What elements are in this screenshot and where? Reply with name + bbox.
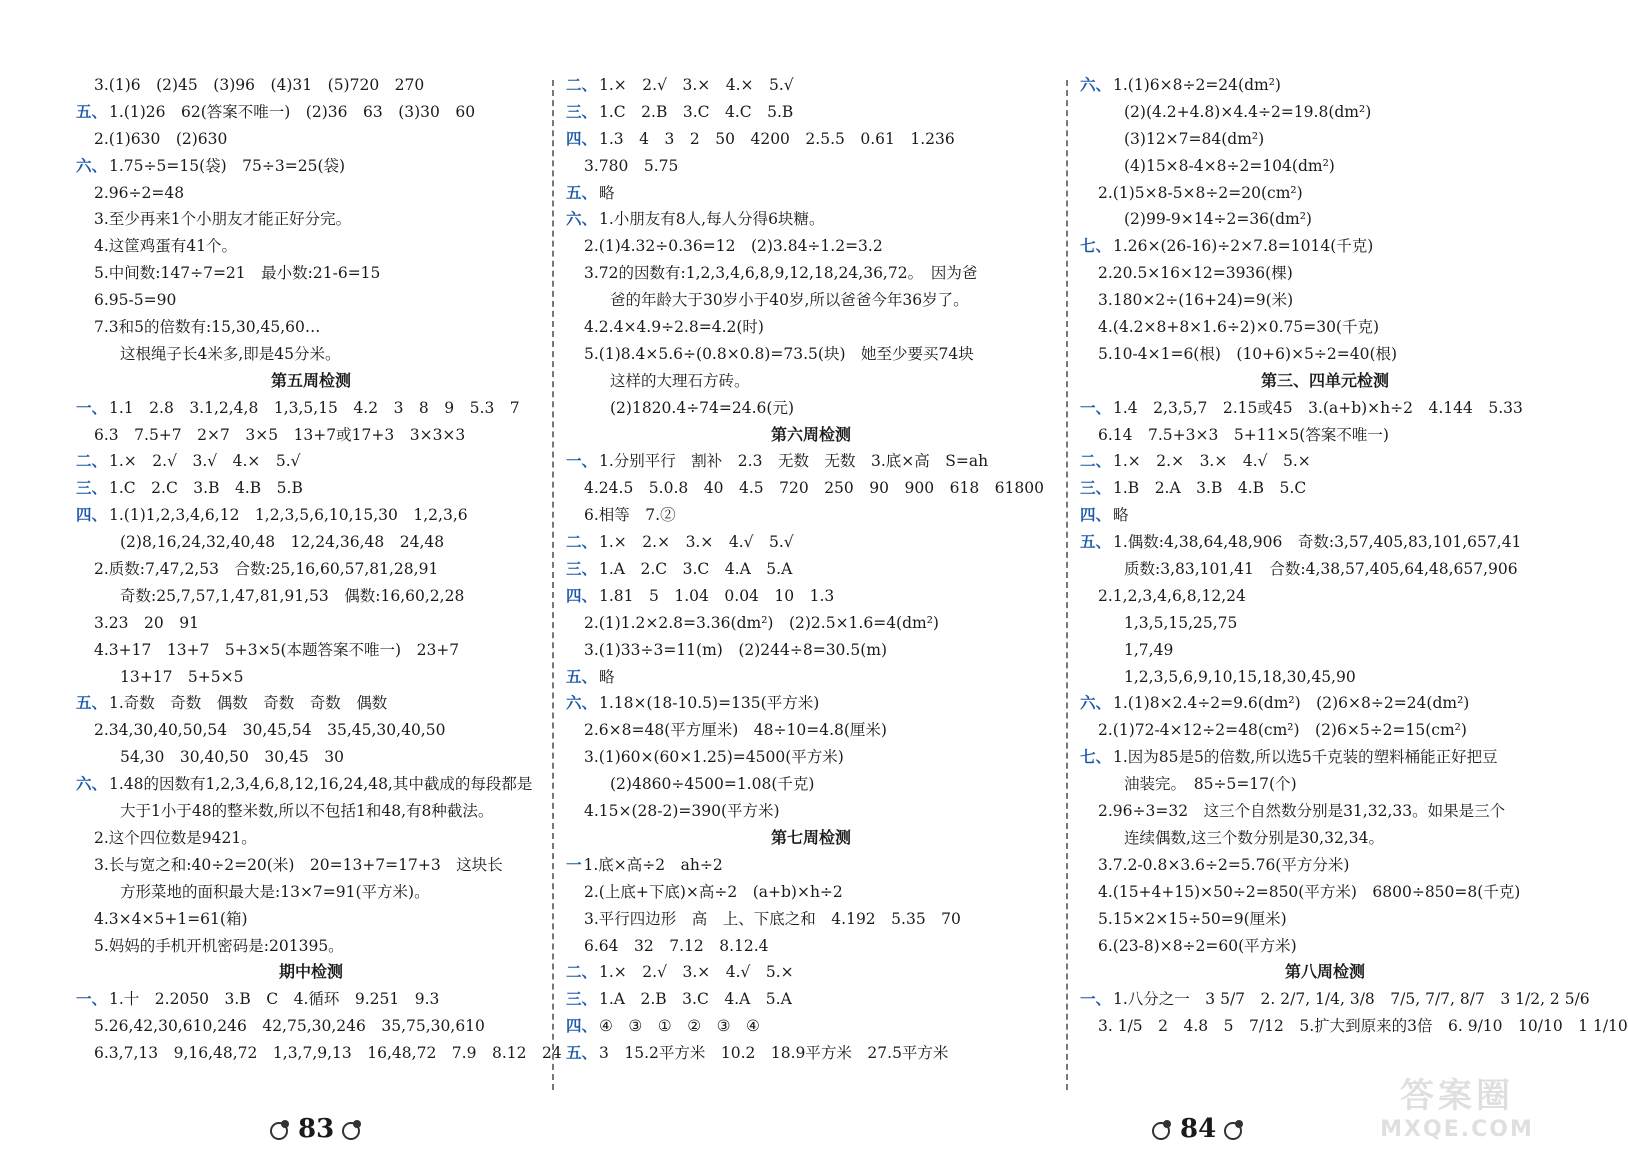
- section-label: 二、: [566, 962, 598, 982]
- answer-line: [566, 314, 1056, 341]
- answer-line: [566, 233, 1056, 260]
- answer-line: [566, 180, 1056, 207]
- section-heading: 第八周检测: [1284, 962, 1365, 982]
- answer-line: [566, 583, 1056, 610]
- section-label: 五、: [76, 693, 108, 713]
- answer-line: [566, 1040, 1056, 1067]
- answer-line: [566, 448, 1056, 475]
- answer-line: [566, 906, 1056, 933]
- answer-text: 2.1,2,3,4,6,8,12,24: [1098, 586, 1246, 605]
- answer-text: 2.96÷2=48: [94, 183, 185, 202]
- answer-text: 4.15×(28-2)=390(平方米): [584, 802, 780, 821]
- answer-text: 6.14 7.5+3×3 5+11×5(答案不唯一): [1098, 425, 1389, 444]
- answer-text: 4.24.5 5.0.8 40 4.5 720 250 90 900 618 61800: [584, 479, 1044, 498]
- section-label: 六、: [1080, 693, 1112, 713]
- answer-line: [76, 72, 546, 99]
- answer-line: [1080, 933, 1570, 960]
- answer-line: [566, 664, 1056, 691]
- answer-line: [1080, 529, 1570, 556]
- answer-text: 方形菜地的面积最大是:13×7=91(平方米)。: [120, 882, 430, 901]
- answer-line: [76, 153, 546, 180]
- watermark-en: MXQE.COM: [1380, 1117, 1534, 1142]
- answer-text: 2.6×8=48(平方厘米) 48÷10=4.8(厘米): [584, 721, 887, 740]
- section-label: 一: [566, 854, 582, 874]
- answer-text: 4.(15+4+15)×50÷2=850(平方米) 6800÷850=8(千克): [1098, 882, 1521, 901]
- section-label: 二、: [1080, 451, 1112, 471]
- answer-line: [76, 502, 546, 529]
- answer-line: [566, 959, 1056, 986]
- answer-line: [1080, 99, 1570, 126]
- answer-line: [566, 1013, 1056, 1040]
- page-number-text: 83: [298, 1114, 335, 1144]
- answer-text: 6.95-5=90: [94, 291, 177, 310]
- section-label: 六、: [76, 774, 108, 794]
- answer-line: [566, 341, 1056, 368]
- answer-line: [1080, 314, 1570, 341]
- answer-line: [1080, 1013, 1628, 1040]
- answer-text: 1.(1)6×8÷2=24(dm²): [1113, 76, 1281, 94]
- answer-text: 54,30 30,40,50 30,45 30: [120, 748, 344, 767]
- watermark-logo: [1342, 1062, 1572, 1142]
- answer-line: [76, 798, 546, 825]
- section-label: 一、: [1080, 397, 1112, 417]
- answer-text: 6.(23-8)×8÷2=60(平方米): [1098, 936, 1297, 955]
- answer-line: [76, 206, 546, 233]
- answer-text: 4.3×4×5+1=61(箱): [94, 909, 248, 928]
- answer-text: 1.× 2.√ 3.× 4.√ 5.×: [599, 963, 794, 982]
- answer-line: [76, 422, 546, 449]
- answer-text: 6.相等 7.②: [584, 506, 676, 525]
- answer-line: [76, 1013, 546, 1040]
- answer-line: [1080, 906, 1570, 933]
- answer-text: 2.(1)72-4×12÷2=48(cm²) (2)6×5÷2=15(cm²): [1098, 721, 1467, 740]
- answer-line: [566, 126, 1056, 153]
- answer-line: [76, 99, 546, 126]
- answer-line: [76, 287, 546, 314]
- section-label: 六、: [566, 209, 598, 229]
- answer-line: [566, 529, 1056, 556]
- answer-text: 1.(1)26 62(答案不唯一) (2)36 63 (3)30 60: [109, 102, 476, 121]
- answer-line: [1080, 153, 1570, 180]
- answer-text: 1.奇数 奇数 偶数 奇数 奇数 偶数: [109, 694, 388, 713]
- answer-text: 1.4 2,3,5,7 2.15或45 3.(a+b)×h÷2 4.144 5.33: [1113, 398, 1523, 417]
- answer-line: [1080, 395, 1570, 422]
- answer-line: [566, 368, 1056, 395]
- answer-text: 4.2.4×4.9÷2.8=4.2(时): [584, 318, 764, 337]
- page-number-right: [1150, 1114, 1246, 1144]
- answer-text: 2.(1)5×8-5×8÷2=20(cm²): [1098, 183, 1303, 202]
- section-label: 四、: [566, 1016, 598, 1036]
- answer-text: 2.20.5×16×12=3936(棵): [1098, 264, 1293, 283]
- answer-line: [76, 690, 546, 717]
- answer-text: 2.(1)630 (2)630: [94, 129, 228, 148]
- answer-text: 2.(1)4.32÷0.36=12 (2)3.84÷1.2=3.2: [584, 237, 883, 256]
- answer-line: [76, 395, 546, 422]
- answer-line: [566, 395, 1056, 422]
- answer-text: 1.1 2.8 3.1,2,4,8 1,3,5,15 4.2 3 8 9 5.3 7: [109, 398, 520, 417]
- answer-line: [1080, 771, 1570, 798]
- answer-text: 3.(1)6 (2)45 (3)96 (4)31 (5)720 270: [94, 76, 425, 94]
- answer-line: [76, 556, 546, 583]
- answer-text: 13+17 5+5×5: [120, 667, 244, 686]
- flower-ornament-icon: [268, 1120, 292, 1138]
- page-number-text: 84: [1180, 1114, 1217, 1144]
- answer-text: 3. 1/5 2 4.8 5 7/12 5.扩大到原来的3倍 6. 9/10 10/10 1 1/10: [1098, 1017, 1628, 1036]
- answer-line: [566, 744, 1056, 771]
- answer-line: [1080, 879, 1570, 906]
- answer-text: (3)12×7=84(dm²): [1124, 129, 1265, 148]
- answer-line: [566, 771, 1056, 798]
- answer-line: [76, 233, 546, 260]
- answer-line: [566, 475, 1056, 502]
- section-label: 一、: [566, 451, 598, 471]
- answer-line: [1080, 717, 1570, 744]
- answer-line: [76, 986, 546, 1013]
- answer-text: 1.底×高÷2 ah÷2: [583, 855, 723, 874]
- answer-text: 1.(1)8×2.4÷2=9.6(dm²) (2)6×8÷2=24(dm²): [1113, 694, 1470, 713]
- answer-line: [76, 879, 546, 906]
- answer-line: [76, 825, 546, 852]
- section-label: 五、: [566, 182, 598, 202]
- answer-text: 1.× 2.× 3.× 4.√ 5.√: [599, 533, 794, 552]
- answer-text: 3.(1)33÷3=11(m) (2)244÷8=30.5(m): [584, 640, 887, 659]
- answer-line: [76, 1040, 562, 1067]
- section-heading: 第六周检测: [770, 424, 851, 444]
- answer-line: [566, 610, 1056, 637]
- answer-column-2: [566, 72, 1056, 1067]
- answer-text: 略: [599, 183, 615, 202]
- answer-line: [76, 717, 546, 744]
- answer-line: [76, 260, 546, 287]
- answer-line: [1080, 744, 1570, 771]
- answer-line: [1080, 583, 1570, 610]
- answer-text: 连续偶数,这三个数分别是30,32,34。: [1124, 828, 1384, 847]
- answer-text: 3.(1)60×(60×1.25)=4500(平方米): [584, 748, 844, 767]
- answer-text: 4.这筐鸡蛋有41个。: [94, 237, 238, 256]
- answer-text: (2)8,16,24,32,40,48 12,24,36,48 24,48: [120, 533, 445, 552]
- watermark-cn: 答案圈: [1400, 1076, 1514, 1116]
- answer-text: ④ ③ ① ② ③ ④: [599, 1017, 760, 1036]
- answer-text: 1.B 2.A 3.B 4.B 5.C: [1113, 479, 1307, 498]
- answer-text: 3.780 5.75: [584, 156, 679, 175]
- section-label: 二、: [566, 532, 598, 552]
- answer-line: [76, 180, 546, 207]
- answer-line: [76, 314, 546, 341]
- answer-line: [76, 529, 546, 556]
- answer-line: [1080, 448, 1570, 475]
- answer-line: [566, 637, 1056, 664]
- answer-text: 5.妈妈的手机开机密码是:201395。: [94, 936, 344, 955]
- section-label: 四、: [566, 585, 598, 605]
- answer-line: [1080, 690, 1570, 717]
- answer-line: [1080, 422, 1570, 449]
- answer-line: [1080, 825, 1570, 852]
- answer-text: 7.3和5的倍数有:15,30,45,60…: [94, 318, 321, 337]
- answer-text: 2.(1)1.2×2.8=3.36(dm²) (2)2.5×1.6=4(dm²): [584, 613, 939, 632]
- answer-text: 1.48的因数有1,2,3,4,6,8,12,16,24,48,其中截成的每段都是: [109, 775, 533, 794]
- answer-line: [1080, 180, 1570, 207]
- answer-text: 1.3 4 3 2 50 4200 2.5.5 0.61 1.236: [599, 129, 955, 148]
- answer-text: 这根绳子长4米多,即是45分米。: [120, 344, 341, 363]
- section-heading: 期中检测: [278, 962, 343, 982]
- answer-text: 2.34,30,40,50,54 30,45,54 35,45,30,40,50: [94, 721, 446, 740]
- answer-text: 1.× 2.√ 3.× 4.× 5.√: [599, 76, 794, 94]
- answer-text: 4.3+17 13+7 5+3×5(本题答案不唯一) 23+7: [94, 640, 460, 659]
- answer-line: [76, 852, 546, 879]
- answer-text: 1.A 2.C 3.C 4.A 5.A: [599, 560, 793, 579]
- section-label: 六、: [566, 693, 598, 713]
- answer-line: [566, 556, 1056, 583]
- answer-text: 1.分别平行 割补 2.3 无数 无数 3.底×高 S=ah: [599, 452, 989, 471]
- answer-text: 1.× 2.× 3.× 4.√ 5.×: [1113, 452, 1311, 471]
- answer-line: [566, 852, 1056, 879]
- answer-text: 1.(1)1,2,3,4,6,12 1,2,3,5,6,10,15,30 1,2,3,6: [109, 506, 468, 525]
- section-label: 一、: [76, 989, 108, 1009]
- answer-text: 3.180×2÷(16+24)=9(米): [1098, 291, 1294, 310]
- answer-line: [1080, 556, 1570, 583]
- answer-line: [1080, 610, 1570, 637]
- answer-text: 3.平行四边形 高 上、下底之和 4.192 5.35 70: [584, 909, 961, 928]
- answer-text: 3.72的因数有:1,2,3,4,6,8,9,12,18,24,36,72。 因为爸: [584, 264, 978, 283]
- answer-line: [76, 637, 546, 664]
- answer-line: [76, 744, 546, 771]
- answer-text: 5.(1)8.4×5.6÷(0.8×0.8)=73.5(块) 她至少要买74块: [584, 344, 974, 363]
- answer-text: 1,3,5,15,25,75: [1124, 613, 1238, 632]
- section-label: 五、: [566, 1043, 598, 1063]
- answer-line: [76, 475, 546, 502]
- section-label: 一、: [76, 397, 108, 417]
- flower-ornament-icon: [1150, 1120, 1174, 1138]
- answer-text: 1.C 2.B 3.C 4.C 5.B: [599, 102, 794, 121]
- answer-text: 3.至少再来1个小朋友才能正好分完。: [94, 210, 352, 229]
- answer-line: [1080, 475, 1570, 502]
- answer-line: [1080, 798, 1570, 825]
- answer-text: 3.23 20 91: [94, 613, 199, 632]
- answer-line: [1080, 502, 1570, 529]
- answer-text: 略: [1113, 506, 1129, 525]
- answer-text: 这样的大理石方砖。: [610, 371, 750, 390]
- section-label: 四、: [1080, 505, 1112, 525]
- column-divider: [552, 80, 554, 1090]
- answer-text: 1.小朋友有8人,每人分得6块糖。: [599, 210, 825, 229]
- answer-line: [1080, 637, 1570, 664]
- answer-text: 2.这个四位数是9421。: [94, 828, 257, 847]
- section-label: 五、: [566, 666, 598, 686]
- section-heading: 第五周检测: [270, 370, 351, 390]
- section-label: 二、: [566, 75, 598, 94]
- answer-text: 爸的年龄大于30岁小于40岁,所以爸爸今年36岁了。: [610, 291, 969, 310]
- answer-line: [566, 153, 1056, 180]
- answer-text: (2)1820.4÷74=24.6(元): [610, 398, 794, 417]
- answer-text: 5.中间数:147÷7=21 最小数:21-6=15: [94, 264, 381, 283]
- answer-line: [76, 448, 546, 475]
- answer-line: [76, 341, 546, 368]
- answer-line: [1080, 233, 1570, 260]
- answer-line: [566, 690, 1056, 717]
- answer-line: [76, 771, 546, 798]
- answer-line: [566, 502, 1056, 529]
- answer-text: 1.75÷5=15(袋) 75÷3=25(袋): [109, 156, 346, 175]
- section-heading: 第三、四单元检测: [1260, 370, 1389, 390]
- answer-column-3: [1080, 72, 1628, 1040]
- section-label: 二、: [76, 451, 108, 471]
- answer-line: [566, 717, 1056, 744]
- section-heading: 第七周检测: [770, 827, 851, 847]
- answer-text: 4.(4.2×8+8×1.6÷2)×0.75=30(千克): [1098, 318, 1380, 337]
- section-label: 七、: [1080, 236, 1112, 256]
- answer-text: 2.96÷3=32 这三个自然数分别是31,32,33。如果是三个: [1098, 802, 1506, 821]
- answer-line: [566, 72, 1056, 99]
- answer-text: 质数:3,83,101,41 合数:4,38,57,405,64,48,657,906: [1124, 560, 1518, 579]
- answer-line: [1080, 664, 1570, 691]
- answer-line: [566, 879, 1056, 906]
- answer-line: [566, 287, 1056, 314]
- answer-line: [76, 933, 546, 960]
- flower-ornament-icon: [340, 1120, 364, 1138]
- answer-line: [1080, 126, 1570, 153]
- answer-text: 3.7.2-0.8×3.6÷2=5.76(平方分米): [1098, 855, 1350, 874]
- section-label: 五、: [1080, 532, 1112, 552]
- answer-text: 6.3,7,13 9,16,48,72 1,3,7,9,13 16,48,72 7.9 8.12 24: [94, 1044, 562, 1063]
- answer-line: [566, 986, 1056, 1013]
- answer-text: 1.偶数:4,38,64,48,906 奇数:3,57,405,83,101,657,41: [1113, 533, 1522, 552]
- answer-line: [1080, 206, 1570, 233]
- section-label: 七、: [1080, 747, 1112, 767]
- answer-text: 3.长与宽之和:40÷2=20(米) 20=13+7=17+3 这块长: [94, 855, 503, 874]
- answer-column-1: [76, 72, 562, 1067]
- answer-text: 1.八分之一 3 5/7 2. 2/7, 1/4, 3/8 7/5, 7/7, 8/7 3 1/2, 2 5/6: [1113, 990, 1590, 1009]
- answer-text: 3 15.2平方米 10.2 18.9平方米 27.5平方米: [599, 1044, 949, 1063]
- section-label: 三、: [76, 478, 108, 498]
- section-label: 六、: [76, 155, 108, 175]
- answer-line: [76, 610, 546, 637]
- section-label: 一、: [1080, 989, 1112, 1009]
- section-label: 三、: [566, 559, 598, 579]
- answer-text: 1,7,49: [1124, 640, 1174, 659]
- answer-text: 1,2,3,5,6,9,10,15,18,30,45,90: [1124, 667, 1356, 686]
- answer-line: [1080, 260, 1570, 287]
- answer-line: [76, 583, 546, 610]
- column-divider: [1066, 80, 1068, 1090]
- answer-text: 1.十 2.2050 3.B C 4.循环 9.251 9.3: [109, 990, 440, 1009]
- answer-text: 5.15×2×15÷50=9(厘米): [1098, 909, 1287, 928]
- answer-line: [76, 126, 546, 153]
- section-label: 五、: [76, 101, 108, 121]
- section-label: 三、: [566, 989, 598, 1009]
- answer-line: [566, 99, 1056, 126]
- answer-text: 1.A 2.B 3.C 4.A 5.A: [599, 990, 792, 1009]
- answer-text: 2.(上底+下底)×高÷2 (a+b)×h÷2: [584, 882, 843, 901]
- answer-text: 略: [599, 667, 615, 686]
- section-label: 三、: [1080, 478, 1112, 498]
- answer-text: (2)(4.2+4.8)×4.4÷2=19.8(dm²): [1124, 102, 1372, 121]
- section-label: 六、: [1080, 75, 1112, 94]
- answer-line: [566, 260, 1056, 287]
- answer-text: (2)99-9×14÷2=36(dm²): [1124, 210, 1312, 229]
- answer-text: 5.26,42,30,610,246 42,75,30,246 35,75,30,610: [94, 1017, 485, 1036]
- section-label: 三、: [566, 101, 598, 121]
- answer-line: [566, 206, 1056, 233]
- section-label: 四、: [566, 128, 598, 148]
- answer-text: 2.质数:7,47,2,53 合数:25,16,60,57,81,28,91: [94, 560, 439, 579]
- answer-text: 5.10-4×1=6(根) (10+6)×5÷2=40(根): [1098, 344, 1398, 363]
- answer-text: 6.3 7.5+7 2×7 3×5 13+7或17+3 3×3×3: [94, 425, 466, 444]
- answer-line: [1080, 986, 1590, 1013]
- answer-line: [1080, 72, 1570, 99]
- section-label: 四、: [76, 505, 108, 525]
- answer-line: [1080, 341, 1570, 368]
- answer-text: 1.18×(18-10.5)=135(平方米): [599, 694, 820, 713]
- answer-text: 大于1小于48的整米数,所以不包括1和48,有8种截法。: [120, 802, 494, 821]
- answer-line: [566, 933, 1056, 960]
- answer-line: [1080, 852, 1570, 879]
- answer-text: 奇数:25,7,57,1,47,81,91,53 偶数:16,60,2,28: [120, 586, 465, 605]
- answer-line: [1080, 287, 1570, 314]
- answer-text: (4)15×8-4×8÷2=104(dm²): [1124, 156, 1335, 175]
- answer-line: [76, 664, 546, 691]
- answer-text: 1.× 2.√ 3.√ 4.× 5.√: [109, 452, 301, 471]
- answer-text: 6.64 32 7.12 8.12.4: [584, 936, 769, 955]
- answer-text: 1.81 5 1.04 0.04 10 1.3: [599, 586, 835, 605]
- page-number-left: [268, 1114, 364, 1144]
- answer-text: 1.C 2.C 3.B 4.B 5.B: [109, 479, 303, 498]
- flower-ornament-icon: [1222, 1120, 1246, 1138]
- answer-text: 油装完。 85÷5=17(个): [1124, 775, 1297, 794]
- answer-line: [76, 906, 546, 933]
- answer-text: 1.因为85是5的倍数,所以选5千克装的塑料桶能正好把豆: [1113, 748, 1498, 767]
- answer-line: [566, 798, 1056, 825]
- answer-text: (2)4860÷4500=1.08(千克): [610, 775, 815, 794]
- answer-text: 1.26×(26-16)÷2×7.8=1014(千克): [1113, 237, 1374, 256]
